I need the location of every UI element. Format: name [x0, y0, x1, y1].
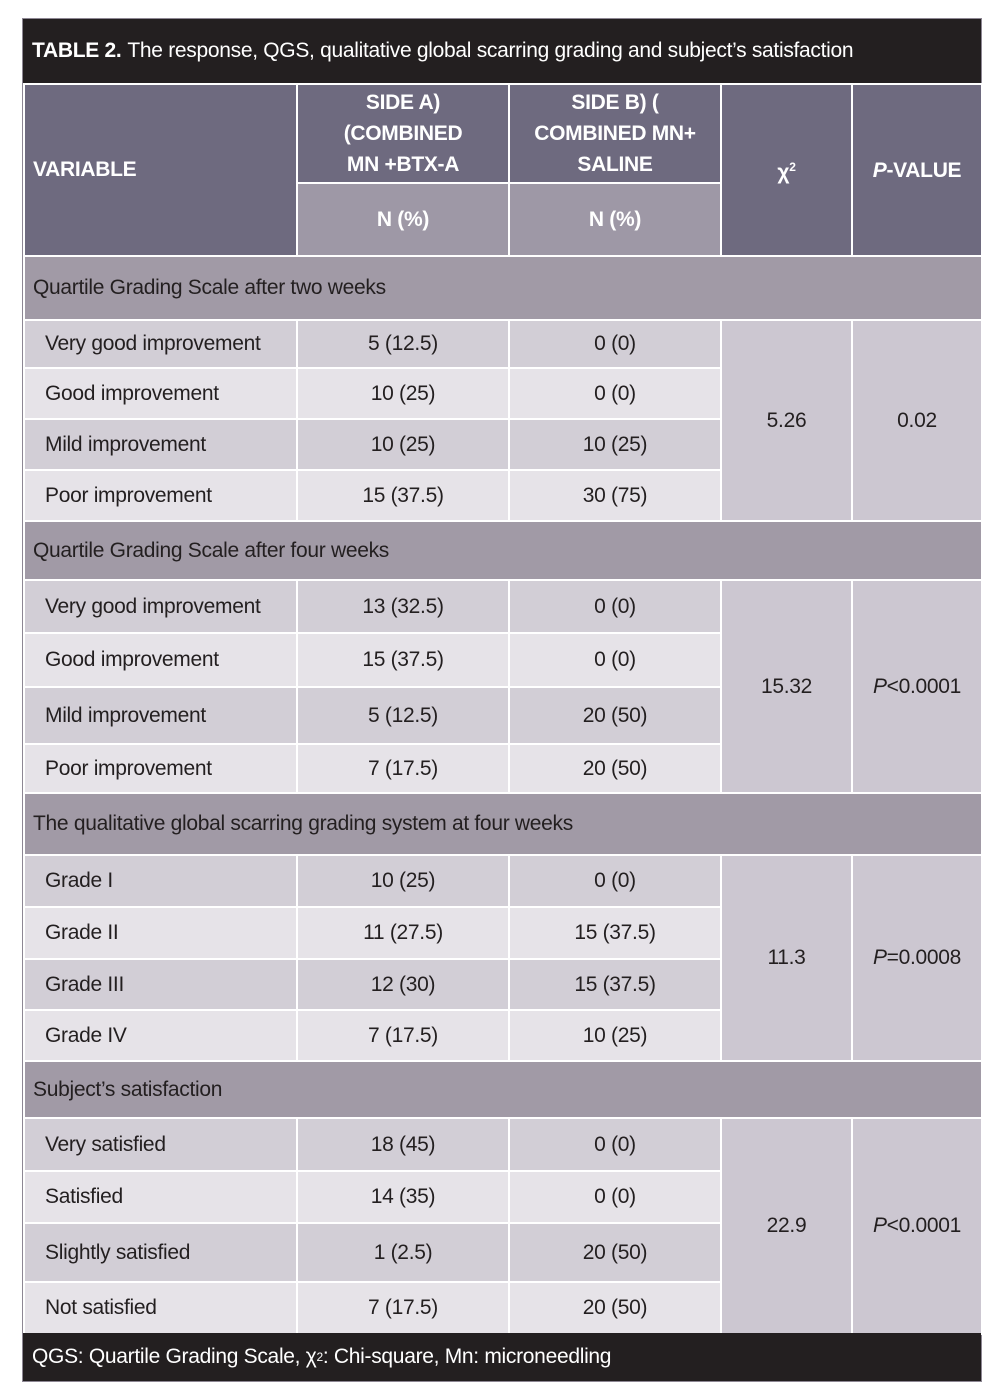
side-a-value: 5 (12.5)	[297, 320, 509, 368]
p-value-cell	[852, 580, 982, 793]
section-header-row	[24, 256, 982, 320]
chi-symbol: χ	[777, 161, 790, 184]
row-label: Poor improvement	[24, 744, 297, 793]
side-a-value: 13 (32.5)	[297, 580, 509, 633]
side-a-value: 11 (27.5)	[297, 907, 509, 959]
side-b-value: 30 (75)	[509, 470, 721, 521]
side-b-value: 20 (50)	[509, 1223, 721, 1282]
row-label: Mild improvement	[24, 419, 297, 470]
side-a-value: 10 (25)	[297, 368, 509, 419]
header-variable: VARIABLE	[24, 84, 297, 256]
chi-square-value: 11.3	[721, 855, 852, 1061]
side-a-value: 12 (30)	[297, 959, 509, 1010]
side-b-value: 20 (50)	[509, 744, 721, 793]
table-row	[24, 1118, 982, 1171]
header-side-a	[297, 84, 509, 183]
section-header-row	[24, 1061, 982, 1118]
side-b-value: 10 (25)	[509, 419, 721, 470]
side-a-value: 15 (37.5)	[297, 633, 509, 687]
side-a-value: 7 (17.5)	[297, 1010, 509, 1061]
row-label: Very satisfied	[24, 1118, 297, 1171]
footnote-superscript: 2	[316, 1350, 323, 1364]
header-side-a-sub: N (%)	[297, 183, 509, 256]
table-row	[24, 580, 982, 633]
header-side-a-text: SIDE A) (COMBINED MN +BTX-A	[343, 91, 463, 176]
side-a-value: 7 (17.5)	[297, 1282, 509, 1334]
table-footnote	[23, 1333, 981, 1381]
section-header-row	[24, 521, 982, 580]
row-label: Grade III	[24, 959, 297, 1010]
side-b-value: 0 (0)	[509, 855, 721, 907]
p-value: <0.0001	[886, 1214, 962, 1237]
chi-square-value: 5.26	[721, 320, 852, 521]
side-a-value: 18 (45)	[297, 1118, 509, 1171]
footnote-part1: QGS: Quartile Grading Scale, χ	[32, 1345, 317, 1368]
side-b-value: 0 (0)	[509, 1171, 721, 1223]
p-value: 0.02	[897, 408, 937, 432]
footnote-part2: : Chi-square, Mn: microneedling	[322, 1345, 612, 1368]
side-b-value: 15 (37.5)	[509, 959, 721, 1010]
row-label: Very good improvement	[24, 580, 297, 633]
table-caption: The response, QGS, qualitative global scarring grading and subject’s satisfaction	[127, 39, 854, 62]
side-a-value: 10 (25)	[297, 855, 509, 907]
row-label: Good improvement	[24, 633, 297, 687]
row-label: Grade II	[24, 907, 297, 959]
results-table	[23, 83, 983, 1335]
side-b-value: 10 (25)	[509, 1010, 721, 1061]
p-label-rest: -VALUE	[886, 158, 962, 182]
p-value-cell	[852, 1118, 982, 1334]
header-side-b-text: SIDE B) ( COMBINED MN+ SALINE	[534, 91, 696, 176]
header-chi-square	[721, 84, 852, 256]
table-container	[22, 18, 982, 1382]
p-value: =0.0008	[886, 946, 962, 969]
section-header-row	[24, 793, 982, 855]
side-b-value: 0 (0)	[509, 580, 721, 633]
header-p-value	[852, 84, 982, 256]
chi-square-value: 22.9	[721, 1118, 852, 1334]
p-value-prefix: P	[872, 946, 887, 969]
p-value-prefix: P	[872, 674, 887, 698]
row-label: Mild improvement	[24, 687, 297, 744]
side-a-value: 1 (2.5)	[297, 1223, 509, 1282]
section-title: The qualitative global scarring grading system at four weeks	[24, 793, 982, 855]
p-value-prefix: P	[872, 1214, 887, 1237]
side-b-value: 20 (50)	[509, 687, 721, 744]
side-b-value: 0 (0)	[509, 1118, 721, 1171]
side-a-value: 7 (17.5)	[297, 744, 509, 793]
section-title: Quartile Grading Scale after four weeks	[24, 521, 982, 580]
p-value-cell	[852, 855, 982, 1061]
row-label: Not satisfied	[24, 1282, 297, 1334]
row-label: Slightly satisfied	[24, 1223, 297, 1282]
header-side-b-sub: N (%)	[509, 183, 721, 256]
side-b-value: 15 (37.5)	[509, 907, 721, 959]
table-number: TABLE 2.	[32, 39, 122, 62]
row-label: Very good improvement	[24, 320, 297, 368]
table-body	[24, 256, 982, 1334]
side-a-value: 15 (37.5)	[297, 470, 509, 521]
row-label: Poor improvement	[24, 470, 297, 521]
side-b-value: 0 (0)	[509, 320, 721, 368]
p-italic: P	[872, 158, 887, 182]
side-b-value: 0 (0)	[509, 633, 721, 687]
row-label: Satisfied	[24, 1171, 297, 1223]
header-side-b	[509, 84, 721, 183]
section-title: Subject’s satisfaction	[24, 1061, 982, 1118]
p-value: <0.0001	[886, 674, 962, 698]
side-a-value: 10 (25)	[297, 419, 509, 470]
table-row	[24, 855, 982, 907]
chi-square-value: 15.32	[721, 580, 852, 793]
p-value-cell	[852, 320, 982, 521]
side-b-value: 20 (50)	[509, 1282, 721, 1334]
chi-superscript: 2	[789, 160, 796, 174]
table-title	[23, 19, 981, 83]
side-a-value: 5 (12.5)	[297, 687, 509, 744]
table-row	[24, 320, 982, 368]
row-label: Grade IV	[24, 1010, 297, 1061]
row-label: Grade I	[24, 855, 297, 907]
section-title: Quartile Grading Scale after two weeks	[24, 256, 982, 320]
row-label: Good improvement	[24, 368, 297, 419]
side-a-value: 14 (35)	[297, 1171, 509, 1223]
side-b-value: 0 (0)	[509, 368, 721, 419]
